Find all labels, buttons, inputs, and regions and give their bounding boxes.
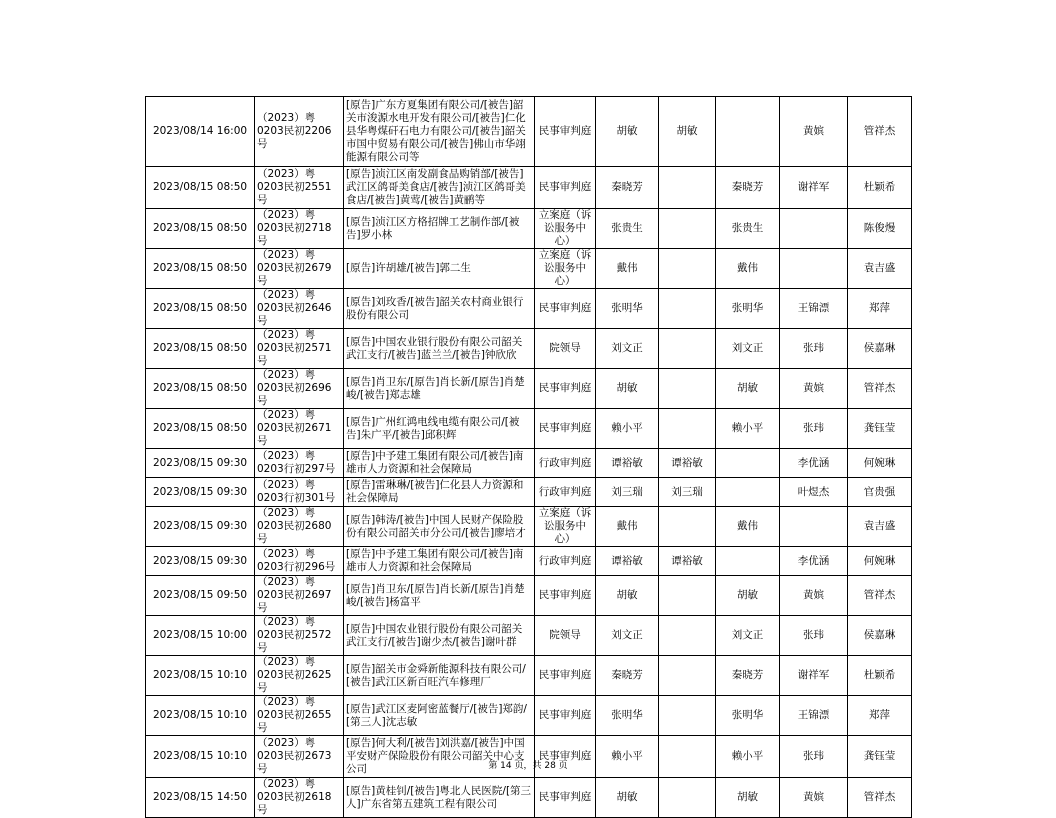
judge-col-3-cell: 谢祥军: [780, 167, 848, 209]
department-cell: 民事审判庭: [535, 289, 596, 329]
judge-col-2-cell: [716, 449, 780, 478]
judge-col-1-cell: [659, 167, 716, 209]
hearing-time-cell: 2023/08/14 16:00: [146, 97, 255, 167]
case-number-cell: （2023）粤0203民初2206号: [255, 97, 344, 167]
judge-col-1-cell: [659, 329, 716, 369]
table-row: [146, 249, 912, 289]
judge-col-1-cell: [659, 289, 716, 329]
clerk-cell: 郑萍: [848, 289, 912, 329]
presiding-judge-cell: 刘文正: [596, 616, 659, 656]
judge-col-2-cell: 胡敏: [716, 778, 780, 818]
department-cell: 民事审判庭: [535, 167, 596, 209]
judge-col-3-cell: 张玮: [780, 736, 848, 778]
judge-col-1-cell: [659, 369, 716, 409]
hearing-time-cell: 2023/08/15 14:50: [146, 778, 255, 818]
presiding-judge-cell: 赖小平: [596, 736, 659, 778]
department-cell: 院领导: [535, 329, 596, 369]
parties-cell: [原告]中予建工集团有限公司/[被告]南雄市人力资源和社会保障局: [344, 449, 535, 478]
case-number-cell: （2023）粤0203行初301号: [255, 478, 344, 507]
parties-cell: [原告]刘玫香/[被告]韶关农村商业银行股份有限公司: [344, 289, 535, 329]
department-cell: 立案庭（诉讼服务中心）: [535, 209, 596, 249]
presiding-judge-cell: 胡敏: [596, 369, 659, 409]
hearing-time-cell: 2023/08/15 08:50: [146, 369, 255, 409]
judge-col-1-cell: [659, 736, 716, 778]
table-row: [146, 507, 912, 547]
judge-col-2-cell: 戴伟: [716, 507, 780, 547]
table-row: [146, 289, 912, 329]
parties-cell: [原告]浈江区方格招牌工艺制作部/[被告]罗小林: [344, 209, 535, 249]
judge-col-1-cell: 刘三瑞: [659, 478, 716, 507]
page-footer: 第 14 页，共 28 页: [488, 761, 568, 771]
judge-col-3-cell: 黄嫔: [780, 369, 848, 409]
judge-col-3-cell: 黄嫔: [780, 778, 848, 818]
parties-cell: [原告]肖卫东/[原告]肖长新/[原告]肖楚峻/[被告]郑志雄: [344, 369, 535, 409]
clerk-cell: 龚钰莹: [848, 736, 912, 778]
judge-col-1-cell: 谭裕敏: [659, 547, 716, 576]
department-cell: 行政审判庭: [535, 478, 596, 507]
clerk-cell: 管祥杰: [848, 778, 912, 818]
judge-col-3-cell: 王锦漂: [780, 289, 848, 329]
judge-col-3-cell: 张玮: [780, 616, 848, 656]
table-row: [146, 547, 912, 576]
presiding-judge-cell: 秦晓芳: [596, 167, 659, 209]
department-cell: 立案庭（诉讼服务中心）: [535, 249, 596, 289]
parties-cell: [原告]何大利/[被告]刘洪嘉/[被告]中国平安财产保险股份有限公司韶关中心支公司: [344, 736, 535, 778]
clerk-cell: 杜颖希: [848, 656, 912, 696]
judge-col-3-cell: 叶煜杰: [780, 478, 848, 507]
parties-cell: [原告]浈江区南发副食品购销部/[被告]武江区鸽哥美食店/[被告]浈江区鸽哥美食店/[被告]黄莺/[被告]黄鹂等: [344, 167, 535, 209]
table-row: [146, 369, 912, 409]
case-number-cell: （2023）粤0203行初297号: [255, 449, 344, 478]
hearing-time-cell: 2023/08/15 09:50: [146, 576, 255, 616]
judge-col-2-cell: 赖小平: [716, 409, 780, 449]
case-number-cell: （2023）粤0203民初2551号: [255, 167, 344, 209]
judge-col-3-cell: [780, 507, 848, 547]
hearing-time-cell: 2023/08/15 08:50: [146, 249, 255, 289]
hearing-time-cell: 2023/08/15 10:00: [146, 616, 255, 656]
hearing-time-cell: 2023/08/15 08:50: [146, 167, 255, 209]
parties-cell: [原告]中国农业银行股份有限公司韶关武江支行/[被告]谢少杰/[被告]谢叶群: [344, 616, 535, 656]
hearing-time-cell: 2023/08/15 08:50: [146, 329, 255, 369]
department-cell: 行政审判庭: [535, 449, 596, 478]
department-cell: 行政审判庭: [535, 547, 596, 576]
judge-col-2-cell: 胡敏: [716, 576, 780, 616]
clerk-cell: 龚钰莹: [848, 409, 912, 449]
clerk-cell: 何婉琳: [848, 449, 912, 478]
table-row: [146, 167, 912, 209]
presiding-judge-cell: 戴伟: [596, 249, 659, 289]
table-row: [146, 97, 912, 167]
hearing-time-cell: 2023/08/15 09:30: [146, 547, 255, 576]
presiding-judge-cell: 赖小平: [596, 409, 659, 449]
judge-col-1-cell: [659, 576, 716, 616]
case-number-cell: （2023）粤0203民初2679号: [255, 249, 344, 289]
judge-col-3-cell: 李优涵: [780, 547, 848, 576]
department-cell: 民事审判庭: [535, 778, 596, 818]
department-cell: 民事审判庭: [535, 656, 596, 696]
clerk-cell: 袁吉盛: [848, 249, 912, 289]
presiding-judge-cell: 胡敏: [596, 778, 659, 818]
department-cell: 民事审判庭: [535, 696, 596, 736]
table-row: [146, 449, 912, 478]
judge-col-2-cell: 刘文正: [716, 616, 780, 656]
table-row: [146, 329, 912, 369]
clerk-cell: 官贵强: [848, 478, 912, 507]
judge-col-3-cell: [780, 249, 848, 289]
hearing-time-cell: 2023/08/15 09:30: [146, 507, 255, 547]
parties-cell: [原告]中国农业银行股份有限公司韶关武江支行/[被告]蓝兰兰/[被告]钟欣欣: [344, 329, 535, 369]
judge-col-2-cell: [716, 547, 780, 576]
presiding-judge-cell: 刘三瑞: [596, 478, 659, 507]
case-number-cell: （2023）粤0203民初2571号: [255, 329, 344, 369]
table-row: [146, 409, 912, 449]
hearing-time-cell: 2023/08/15 08:50: [146, 289, 255, 329]
case-number-cell: （2023）粤0203民初2646号: [255, 289, 344, 329]
table-row: [146, 478, 912, 507]
judge-col-3-cell: [780, 209, 848, 249]
judge-col-1-cell: [659, 409, 716, 449]
judge-col-3-cell: 谢祥军: [780, 656, 848, 696]
hearing-time-cell: 2023/08/15 09:30: [146, 478, 255, 507]
table-row: [146, 576, 912, 616]
judge-col-2-cell: 秦晓芳: [716, 167, 780, 209]
judge-col-1-cell: [659, 507, 716, 547]
clerk-cell: 郑萍: [848, 696, 912, 736]
presiding-judge-cell: 谭裕敏: [596, 449, 659, 478]
department-cell: 民事审判庭: [535, 576, 596, 616]
table-row: [146, 696, 912, 736]
schedule-table: [145, 96, 912, 818]
judge-col-2-cell: 赖小平: [716, 736, 780, 778]
hearing-time-cell: 2023/08/15 10:10: [146, 656, 255, 696]
judge-col-3-cell: 黄嫔: [780, 97, 848, 167]
presiding-judge-cell: 张贵生: [596, 209, 659, 249]
table-row: [146, 209, 912, 249]
clerk-cell: 袁吉盛: [848, 507, 912, 547]
judge-col-3-cell: 李优涵: [780, 449, 848, 478]
case-number-cell: （2023）粤0203行初296号: [255, 547, 344, 576]
judge-col-1-cell: [659, 778, 716, 818]
presiding-judge-cell: 胡敏: [596, 97, 659, 167]
case-number-cell: （2023）粤0203民初2696号: [255, 369, 344, 409]
judge-col-1-cell: 胡敏: [659, 97, 716, 167]
judge-col-3-cell: 张玮: [780, 329, 848, 369]
case-number-cell: （2023）粤0203民初2673号: [255, 736, 344, 778]
case-number-cell: （2023）粤0203民初2697号: [255, 576, 344, 616]
department-cell: 民事审判庭: [535, 736, 596, 778]
department-cell: 民事审判庭: [535, 369, 596, 409]
presiding-judge-cell: 刘文正: [596, 329, 659, 369]
presiding-judge-cell: 戴伟: [596, 507, 659, 547]
judge-col-2-cell: 张明华: [716, 696, 780, 736]
parties-cell: [原告]韶关市金舜新能源科技有限公司/[被告]武江区新百旺汽车修理厂: [344, 656, 535, 696]
presiding-judge-cell: 谭裕敏: [596, 547, 659, 576]
parties-cell: [原告]武江区麦阿密蓝餐厅/[被告]郑韵/[第三人]沈志敏: [344, 696, 535, 736]
judge-col-2-cell: 戴伟: [716, 249, 780, 289]
case-number-cell: （2023）粤0203民初2655号: [255, 696, 344, 736]
hearing-time-cell: 2023/08/15 08:50: [146, 209, 255, 249]
hearing-time-cell: 2023/08/15 08:50: [146, 409, 255, 449]
table-row: [146, 778, 912, 818]
judge-col-1-cell: [659, 696, 716, 736]
clerk-cell: 陈俊熳: [848, 209, 912, 249]
judge-col-2-cell: 刘文正: [716, 329, 780, 369]
presiding-judge-cell: 张明华: [596, 696, 659, 736]
clerk-cell: 杜颖希: [848, 167, 912, 209]
case-number-cell: （2023）粤0203民初2572号: [255, 616, 344, 656]
case-number-cell: （2023）粤0203民初2680号: [255, 507, 344, 547]
parties-cell: [原告]许胡雄/[被告]郭二生: [344, 249, 535, 289]
clerk-cell: 侯嘉琳: [848, 616, 912, 656]
department-cell: 立案庭（诉讼服务中心）: [535, 507, 596, 547]
clerk-cell: 管祥杰: [848, 369, 912, 409]
parties-cell: [原告]中予建工集团有限公司/[被告]南雄市人力资源和社会保障局: [344, 547, 535, 576]
judge-col-1-cell: [659, 209, 716, 249]
judge-col-2-cell: 胡敏: [716, 369, 780, 409]
clerk-cell: 何婉琳: [848, 547, 912, 576]
table-row: [146, 656, 912, 696]
table-row: [146, 616, 912, 656]
judge-col-1-cell: 谭裕敏: [659, 449, 716, 478]
judge-col-1-cell: [659, 249, 716, 289]
case-number-cell: （2023）粤0203民初2718号: [255, 209, 344, 249]
judge-col-3-cell: 黄嫔: [780, 576, 848, 616]
hearing-time-cell: 2023/08/15 09:30: [146, 449, 255, 478]
department-cell: 民事审判庭: [535, 97, 596, 167]
case-number-cell: （2023）粤0203民初2618号: [255, 778, 344, 818]
judge-col-1-cell: [659, 656, 716, 696]
clerk-cell: 管祥杰: [848, 576, 912, 616]
judge-col-2-cell: 张贵生: [716, 209, 780, 249]
hearing-time-cell: 2023/08/15 10:10: [146, 736, 255, 778]
presiding-judge-cell: 胡敏: [596, 576, 659, 616]
judge-col-1-cell: [659, 616, 716, 656]
judge-col-2-cell: 秦晓芳: [716, 656, 780, 696]
judge-col-2-cell: [716, 478, 780, 507]
parties-cell: [原告]广州红鸿电线电缆有限公司/[被告]朱广平/[被告]邱积辉: [344, 409, 535, 449]
parties-cell: [原告]雷琳琳/[被告]仁化县人力资源和社会保障局: [344, 478, 535, 507]
judge-col-2-cell: 张明华: [716, 289, 780, 329]
clerk-cell: 管祥杰: [848, 97, 912, 167]
parties-cell: [原告]黄桂钊/[被告]粤北人民医院/[第三人]广东省第五建筑工程有限公司: [344, 778, 535, 818]
parties-cell: [原告]韩涛/[被告]中国人民财产保险股份有限公司韶关市分公司/[被告]廖培才: [344, 507, 535, 547]
presiding-judge-cell: 张明华: [596, 289, 659, 329]
clerk-cell: 侯嘉琳: [848, 329, 912, 369]
department-cell: 院领导: [535, 616, 596, 656]
table-row: [146, 736, 912, 778]
hearing-time-cell: 2023/08/15 10:10: [146, 696, 255, 736]
judge-col-3-cell: 张玮: [780, 409, 848, 449]
parties-cell: [原告]广东方夏集团有限公司/[被告]韶关市浚源水电开发有限公司/[被告]仁化县华粤煤矸石电力有限公司/[被告]韶关市国中贸易有限公司/[被告]佛山市华翊能源有限公司等: [344, 97, 535, 167]
presiding-judge-cell: 秦晓芳: [596, 656, 659, 696]
department-cell: 民事审判庭: [535, 409, 596, 449]
parties-cell: [原告]肖卫东/[原告]肖长新/[原告]肖楚峻/[被告]杨富平: [344, 576, 535, 616]
judge-col-2-cell: [716, 97, 780, 167]
case-number-cell: （2023）粤0203民初2671号: [255, 409, 344, 449]
case-number-cell: （2023）粤0203民初2625号: [255, 656, 344, 696]
judge-col-3-cell: 王锦漂: [780, 696, 848, 736]
